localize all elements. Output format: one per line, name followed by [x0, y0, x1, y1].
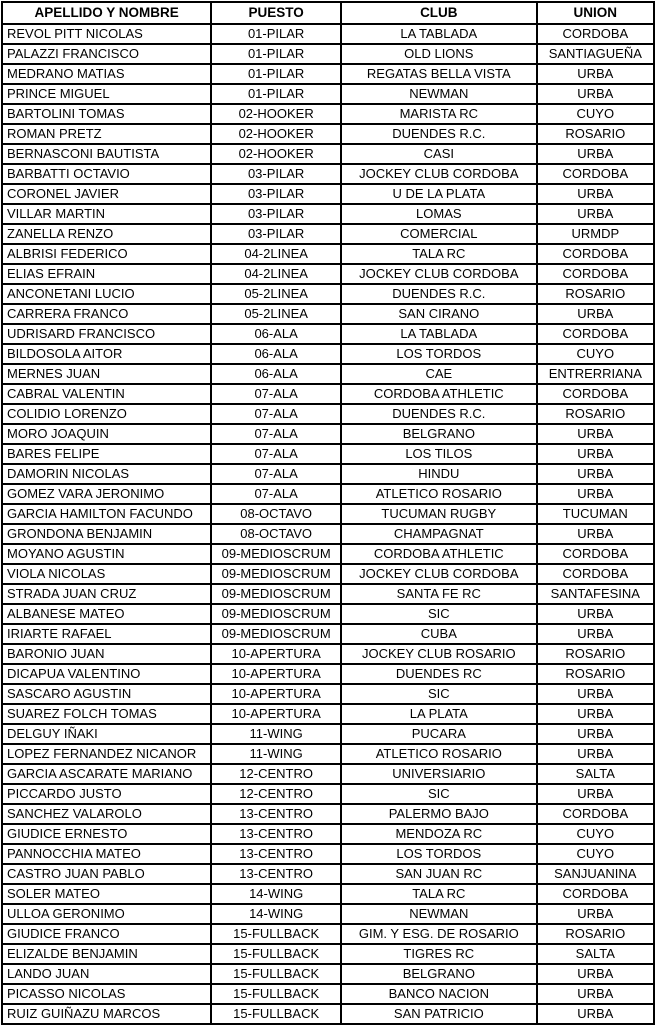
player-name-cell: SOLER MATEO — [2, 884, 211, 904]
table-row — [2, 104, 654, 124]
union-cell: URBA — [537, 984, 654, 1004]
player-name-cell: DICAPUA VALENTINO — [2, 664, 211, 684]
table-row — [2, 504, 654, 524]
club-cell: LOMAS — [341, 204, 537, 224]
table-row — [2, 1004, 654, 1024]
position-cell: 06-ALA — [211, 324, 341, 344]
table-row — [2, 524, 654, 544]
column-header-puesto: PUESTO — [211, 2, 341, 24]
table-row — [2, 584, 654, 604]
table-row — [2, 24, 654, 44]
position-cell: 09-MEDIOSCRUM — [211, 544, 341, 564]
position-cell: 15-FULLBACK — [211, 964, 341, 984]
union-cell: URBA — [537, 144, 654, 164]
player-name-cell: BERNASCONI BAUTISTA — [2, 144, 211, 164]
club-cell: U DE LA PLATA — [341, 184, 537, 204]
table-row — [2, 204, 654, 224]
club-cell: TUCUMAN RUGBY — [341, 504, 537, 524]
table-row — [2, 444, 654, 464]
union-cell: URMDP — [537, 224, 654, 244]
column-header-apellido-y-nombre: APELLIDO Y NOMBRE — [2, 2, 211, 24]
club-cell: LOS TILOS — [341, 444, 537, 464]
club-cell: SIC — [341, 684, 537, 704]
union-cell: URBA — [537, 304, 654, 324]
table-row — [2, 64, 654, 84]
union-cell: ROSARIO — [537, 404, 654, 424]
union-cell: URBA — [537, 624, 654, 644]
player-name-cell: BARONIO JUAN — [2, 644, 211, 664]
position-cell: 05-2LINEA — [211, 304, 341, 324]
union-cell: SANTAFESINA — [537, 584, 654, 604]
player-name-cell: LOPEZ FERNANDEZ NICANOR — [2, 744, 211, 764]
union-cell: URBA — [537, 964, 654, 984]
table-row — [2, 364, 654, 384]
union-cell: ROSARIO — [537, 284, 654, 304]
union-cell: URBA — [537, 444, 654, 464]
position-cell: 13-CENTRO — [211, 824, 341, 844]
position-cell: 11-WING — [211, 724, 341, 744]
position-cell: 15-FULLBACK — [211, 944, 341, 964]
position-cell: 14-WING — [211, 884, 341, 904]
position-cell: 09-MEDIOSCRUM — [211, 584, 341, 604]
club-cell: CORDOBA ATHLETIC — [341, 384, 537, 404]
table-header — [2, 2, 654, 24]
header-row — [2, 2, 654, 24]
table-row — [2, 704, 654, 724]
table-row — [2, 264, 654, 284]
table-row — [2, 184, 654, 204]
position-cell: 09-MEDIOSCRUM — [211, 564, 341, 584]
union-cell: ROSARIO — [537, 644, 654, 664]
position-cell: 07-ALA — [211, 404, 341, 424]
player-name-cell: DAMORIN NICOLAS — [2, 464, 211, 484]
union-cell: URBA — [537, 524, 654, 544]
union-cell: URBA — [537, 64, 654, 84]
club-cell: MARISTA RC — [341, 104, 537, 124]
union-cell: SALTA — [537, 764, 654, 784]
player-name-cell: LANDO JUAN — [2, 964, 211, 984]
player-name-cell: GIUDICE FRANCO — [2, 924, 211, 944]
player-name-cell: ELIZALDE BENJAMIN — [2, 944, 211, 964]
table-row — [2, 84, 654, 104]
table-row — [2, 984, 654, 1004]
club-cell: CUBA — [341, 624, 537, 644]
player-name-cell: BARBATTI OCTAVIO — [2, 164, 211, 184]
union-cell: URBA — [537, 424, 654, 444]
club-cell: OLD LIONS — [341, 44, 537, 64]
position-cell: 13-CENTRO — [211, 804, 341, 824]
player-name-cell: PICCARDO JUSTO — [2, 784, 211, 804]
player-name-cell: BILDOSOLA AITOR — [2, 344, 211, 364]
position-cell: 15-FULLBACK — [211, 984, 341, 1004]
table-row — [2, 624, 654, 644]
player-name-cell: ZANELLA RENZO — [2, 224, 211, 244]
club-cell: BELGRANO — [341, 424, 537, 444]
table-row — [2, 124, 654, 144]
club-cell: TALA RC — [341, 884, 537, 904]
table-row — [2, 904, 654, 924]
club-cell: GIM. Y ESG. DE ROSARIO — [341, 924, 537, 944]
player-name-cell: CASTRO JUAN PABLO — [2, 864, 211, 884]
table-row — [2, 824, 654, 844]
club-cell: TIGRES RC — [341, 944, 537, 964]
position-cell: 15-FULLBACK — [211, 1004, 341, 1024]
table-row — [2, 764, 654, 784]
table-row — [2, 844, 654, 864]
union-cell: CORDOBA — [537, 164, 654, 184]
club-cell: PALERMO BAJO — [341, 804, 537, 824]
position-cell: 02-HOOKER — [211, 124, 341, 144]
player-name-cell: COLIDIO LORENZO — [2, 404, 211, 424]
union-cell: URBA — [537, 204, 654, 224]
club-cell: BELGRANO — [341, 964, 537, 984]
union-cell: URBA — [537, 724, 654, 744]
position-cell: 06-ALA — [211, 364, 341, 384]
union-cell: URBA — [537, 84, 654, 104]
table-row — [2, 464, 654, 484]
union-cell: URBA — [537, 704, 654, 724]
union-cell: CORDOBA — [537, 804, 654, 824]
club-cell: ATLETICO ROSARIO — [341, 484, 537, 504]
union-cell: ROSARIO — [537, 664, 654, 684]
position-cell: 02-HOOKER — [211, 104, 341, 124]
table-row — [2, 544, 654, 564]
player-name-cell: VIOLA NICOLAS — [2, 564, 211, 584]
player-name-cell: PICASSO NICOLAS — [2, 984, 211, 1004]
club-cell: CAE — [341, 364, 537, 384]
club-cell: LOS TORDOS — [341, 344, 537, 364]
table-row — [2, 424, 654, 444]
club-cell: REGATAS BELLA VISTA — [341, 64, 537, 84]
position-cell: 01-PILAR — [211, 24, 341, 44]
union-cell: CORDOBA — [537, 564, 654, 584]
club-cell: HINDU — [341, 464, 537, 484]
club-cell: CASI — [341, 144, 537, 164]
player-name-cell: MERNES JUAN — [2, 364, 211, 384]
player-name-cell: IRIARTE RAFAEL — [2, 624, 211, 644]
union-cell: URBA — [537, 464, 654, 484]
position-cell: 12-CENTRO — [211, 764, 341, 784]
table-row — [2, 644, 654, 664]
position-cell: 07-ALA — [211, 464, 341, 484]
player-name-cell: GARCIA ASCARATE MARIANO — [2, 764, 211, 784]
union-cell: TUCUMAN — [537, 504, 654, 524]
club-cell: JOCKEY CLUB CORDOBA — [341, 264, 537, 284]
union-cell: URBA — [537, 1004, 654, 1024]
column-header-union: UNION — [537, 2, 654, 24]
union-cell: CUYO — [537, 844, 654, 864]
union-cell: CORDOBA — [537, 244, 654, 264]
union-cell: CORDOBA — [537, 384, 654, 404]
union-cell: CORDOBA — [537, 264, 654, 284]
club-cell: SIC — [341, 604, 537, 624]
union-cell: URBA — [537, 684, 654, 704]
union-cell: CORDOBA — [537, 24, 654, 44]
table-row — [2, 144, 654, 164]
union-cell: SALTA — [537, 944, 654, 964]
position-cell: 06-ALA — [211, 344, 341, 364]
club-cell: NEWMAN — [341, 84, 537, 104]
position-cell: 01-PILAR — [211, 84, 341, 104]
table-row — [2, 604, 654, 624]
position-cell: 10-APERTURA — [211, 684, 341, 704]
player-name-cell: MOYANO AGUSTIN — [2, 544, 211, 564]
club-cell: LOS TORDOS — [341, 844, 537, 864]
player-name-cell: ULLOA GERONIMO — [2, 904, 211, 924]
club-cell: COMERCIAL — [341, 224, 537, 244]
position-cell: 01-PILAR — [211, 44, 341, 64]
position-cell: 03-PILAR — [211, 164, 341, 184]
column-header-club: CLUB — [341, 2, 537, 24]
position-cell: 04-2LINEA — [211, 264, 341, 284]
position-cell: 07-ALA — [211, 424, 341, 444]
player-name-cell: SUAREZ FOLCH TOMAS — [2, 704, 211, 724]
player-name-cell: CARRERA FRANCO — [2, 304, 211, 324]
player-name-cell: CABRAL VALENTIN — [2, 384, 211, 404]
player-name-cell: PANNOCCHIA MATEO — [2, 844, 211, 864]
club-cell: JOCKEY CLUB CORDOBA — [341, 164, 537, 184]
club-cell: DUENDES R.C. — [341, 124, 537, 144]
player-name-cell: SANCHEZ VALAROLO — [2, 804, 211, 824]
position-cell: 03-PILAR — [211, 204, 341, 224]
club-cell: MENDOZA RC — [341, 824, 537, 844]
position-cell: 04-2LINEA — [211, 244, 341, 264]
club-cell: SAN PATRICIO — [341, 1004, 537, 1024]
table-row — [2, 224, 654, 244]
player-name-cell: STRADA JUAN CRUZ — [2, 584, 211, 604]
player-name-cell: UDRISARD FRANCISCO — [2, 324, 211, 344]
union-cell: URBA — [537, 184, 654, 204]
position-cell: 11-WING — [211, 744, 341, 764]
table-row — [2, 164, 654, 184]
table-row — [2, 944, 654, 964]
position-cell: 07-ALA — [211, 444, 341, 464]
position-cell: 13-CENTRO — [211, 864, 341, 884]
player-name-cell: ALBANESE MATEO — [2, 604, 211, 624]
player-name-cell: GARCIA HAMILTON FACUNDO — [2, 504, 211, 524]
union-cell: URBA — [537, 484, 654, 504]
club-cell: SANTA FE RC — [341, 584, 537, 604]
position-cell: 05-2LINEA — [211, 284, 341, 304]
club-cell: DUENDES R.C. — [341, 404, 537, 424]
club-cell: JOCKEY CLUB ROSARIO — [341, 644, 537, 664]
club-cell: UNIVERSIARIO — [341, 764, 537, 784]
union-cell: SANTIAGUEÑA — [537, 44, 654, 64]
player-name-cell: VILLAR MARTIN — [2, 204, 211, 224]
table-row — [2, 344, 654, 364]
union-cell: CORDOBA — [537, 884, 654, 904]
table-row — [2, 384, 654, 404]
position-cell: 02-HOOKER — [211, 144, 341, 164]
table-row — [2, 924, 654, 944]
club-cell: JOCKEY CLUB CORDOBA — [341, 564, 537, 584]
table-row — [2, 724, 654, 744]
table-row — [2, 804, 654, 824]
position-cell: 01-PILAR — [211, 64, 341, 84]
table-row — [2, 564, 654, 584]
player-name-cell: BARES FELIPE — [2, 444, 211, 464]
union-cell: CUYO — [537, 104, 654, 124]
union-cell: CORDOBA — [537, 544, 654, 564]
position-cell: 14-WING — [211, 904, 341, 924]
club-cell: ATLETICO ROSARIO — [341, 744, 537, 764]
union-cell: URBA — [537, 904, 654, 924]
table-body — [2, 24, 654, 1024]
position-cell: 15-FULLBACK — [211, 924, 341, 944]
table-row — [2, 324, 654, 344]
club-cell: LA TABLADA — [341, 324, 537, 344]
table-row — [2, 44, 654, 64]
union-cell: ENTRERRIANA — [537, 364, 654, 384]
player-name-cell: ELIAS EFRAIN — [2, 264, 211, 284]
position-cell: 12-CENTRO — [211, 784, 341, 804]
club-cell: SAN CIRANO — [341, 304, 537, 324]
player-name-cell: RUIZ GUIÑAZU MARCOS — [2, 1004, 211, 1024]
table-row — [2, 284, 654, 304]
position-cell: 09-MEDIOSCRUM — [211, 624, 341, 644]
table-row — [2, 404, 654, 424]
position-cell: 08-OCTAVO — [211, 504, 341, 524]
table-row — [2, 884, 654, 904]
position-cell: 13-CENTRO — [211, 844, 341, 864]
position-cell: 03-PILAR — [211, 224, 341, 244]
club-cell: LA TABLADA — [341, 24, 537, 44]
club-cell: BANCO NACION — [341, 984, 537, 1004]
player-name-cell: DELGUY IÑAKI — [2, 724, 211, 744]
position-cell: 07-ALA — [211, 384, 341, 404]
club-cell: PUCARA — [341, 724, 537, 744]
club-cell: CHAMPAGNAT — [341, 524, 537, 544]
position-cell: 10-APERTURA — [211, 664, 341, 684]
player-name-cell: MEDRANO MATIAS — [2, 64, 211, 84]
union-cell: CUYO — [537, 824, 654, 844]
table-row — [2, 484, 654, 504]
union-cell: URBA — [537, 604, 654, 624]
position-cell: 09-MEDIOSCRUM — [211, 604, 341, 624]
table-row — [2, 664, 654, 684]
player-name-cell: PALAZZI FRANCISCO — [2, 44, 211, 64]
table-row — [2, 244, 654, 264]
club-cell: SAN JUAN RC — [341, 864, 537, 884]
club-cell: DUENDES R.C. — [341, 284, 537, 304]
position-cell: 03-PILAR — [211, 184, 341, 204]
table-row — [2, 684, 654, 704]
union-cell: URBA — [537, 744, 654, 764]
union-cell: CORDOBA — [537, 324, 654, 344]
player-name-cell: MORO JOAQUIN — [2, 424, 211, 444]
player-name-cell: ROMAN PRETZ — [2, 124, 211, 144]
player-name-cell: CORONEL JAVIER — [2, 184, 211, 204]
player-name-cell: GRONDONA BENJAMIN — [2, 524, 211, 544]
union-cell: SANJUANINA — [537, 864, 654, 884]
table-row — [2, 304, 654, 324]
table-row — [2, 864, 654, 884]
table-row — [2, 744, 654, 764]
union-cell: ROSARIO — [537, 924, 654, 944]
club-cell: TALA RC — [341, 244, 537, 264]
club-cell: SIC — [341, 784, 537, 804]
club-cell: LA PLATA — [341, 704, 537, 724]
position-cell: 07-ALA — [211, 484, 341, 504]
club-cell: CORDOBA ATHLETIC — [341, 544, 537, 564]
player-name-cell: REVOL PITT NICOLAS — [2, 24, 211, 44]
union-cell: CUYO — [537, 344, 654, 364]
player-name-cell: GOMEZ VARA JERONIMO — [2, 484, 211, 504]
position-cell: 10-APERTURA — [211, 644, 341, 664]
player-name-cell: ALBRISI FEDERICO — [2, 244, 211, 264]
player-roster-table — [1, 1, 655, 1025]
table-row — [2, 964, 654, 984]
union-cell: URBA — [537, 784, 654, 804]
club-cell: NEWMAN — [341, 904, 537, 924]
position-cell: 08-OCTAVO — [211, 524, 341, 544]
player-name-cell: SASCARO AGUSTIN — [2, 684, 211, 704]
club-cell: DUENDES RC — [341, 664, 537, 684]
table-row — [2, 784, 654, 804]
union-cell: ROSARIO — [537, 124, 654, 144]
player-name-cell: BARTOLINI TOMAS — [2, 104, 211, 124]
player-name-cell: ANCONETANI LUCIO — [2, 284, 211, 304]
position-cell: 10-APERTURA — [211, 704, 341, 724]
player-name-cell: GIUDICE ERNESTO — [2, 824, 211, 844]
player-name-cell: PRINCE MIGUEL — [2, 84, 211, 104]
